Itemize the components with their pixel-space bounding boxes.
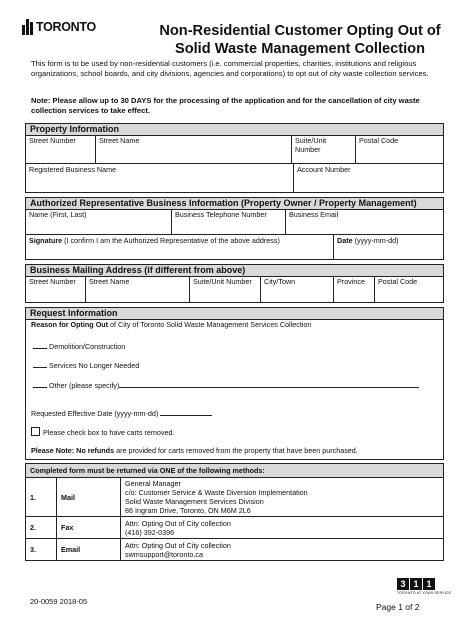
postal-code-field[interactable]: Postal Code [355, 135, 443, 164]
street-number-field[interactable]: Street Number [29, 136, 76, 145]
form-id: 20-0059 2018-05 [30, 597, 88, 606]
section-heading: Request Information [26, 308, 443, 320]
method-row [26, 478, 444, 517]
effective-date-field[interactable]: Requested Effective Date (yyyy-mm-dd) [31, 407, 436, 418]
311-logo: 3 1 1 TORONTO AT YOUR SERVICE [397, 579, 452, 595]
mail-street-number-field[interactable]: Street Number [29, 277, 76, 286]
mail-suite-field[interactable]: Suite/Unit Number [189, 276, 261, 302]
reason-text: Reason for Opting Out of City of Toronto Solid Waste Management Services Collection [31, 320, 312, 329]
form-title: Non-Residential Customer Opting Out of Solid Waste Management Collection [159, 23, 441, 57]
intro-text: This form is to be used by non-residential customers (i.e. commercial properties, charities, institutions and religious organizations, school boards, and city divisions, agencies and corporations) to opt out of city waste collection services. [31, 59, 429, 78]
city-hall-icon [22, 19, 33, 35]
method-row [26, 539, 444, 561]
date-field[interactable]: Date (yyyy-mm-dd) [333, 234, 443, 259]
method-name: Mail [57, 478, 121, 517]
email-link[interactable]: swmsupport@toronto.ca [125, 549, 204, 559]
method-details: Attn: Opting Out of City collection (416) 392-0396 [121, 517, 444, 539]
section-heading: Property Information [26, 124, 443, 136]
mail-province-field[interactable]: Province [333, 276, 375, 302]
method-number: 2. [26, 517, 57, 539]
toronto-logo [22, 19, 96, 35]
method-name: Email [57, 539, 121, 561]
return-methods-table [25, 463, 444, 561]
method-number: 3. [26, 539, 57, 561]
option-other[interactable]: Other (please specify) [33, 379, 438, 390]
method-details: Attn: Opting Out of City collection swmsupport@toronto.ca [121, 539, 444, 561]
method-name: Fax [57, 517, 121, 539]
option-demolition[interactable]: Demolition/Construction [33, 340, 125, 351]
method-number: 1. [26, 478, 57, 517]
request-section [25, 307, 444, 460]
mail-postal-field[interactable]: Postal Code [374, 276, 443, 302]
section-heading: Authorized Representative Business Information (Property Owner / Property Management) [26, 198, 443, 210]
page-number: Page 1 of 2 [376, 602, 420, 612]
remove-carts-checkbox[interactable] [31, 427, 40, 436]
mail-city-field[interactable]: City/Town [260, 276, 334, 302]
logo-text: TORONTO [36, 20, 96, 34]
processing-note: Note: Please allow up to 30 DAYS for the processing of the application and for the cancellation of city waste collection services to take effect. [31, 96, 420, 115]
method-row [26, 517, 444, 539]
representative-section [25, 197, 444, 260]
account-number-field[interactable]: Account Number [293, 163, 443, 192]
name-field[interactable]: Name (First, Last) [29, 210, 87, 219]
street-name-field[interactable]: Street Name [95, 135, 292, 164]
methods-heading: Completed form must be returned via ONE of the following methods: [26, 464, 444, 478]
signature-field[interactable]: Signature (I confirm I am the Authorized Representative of the above address) [26, 234, 334, 259]
mailing-section [25, 264, 444, 303]
business-name-field[interactable]: Registered Business Name [26, 163, 294, 192]
mail-street-name-field[interactable]: Street Name [85, 276, 190, 302]
section-heading: Business Mailing Address (if different from above) [26, 265, 443, 277]
phone-field[interactable]: Business Telephone Number [171, 209, 286, 235]
email-field[interactable]: Business Email [285, 209, 443, 235]
property-section [25, 123, 444, 193]
suite-field[interactable]: Suite/Unit Number [291, 135, 356, 164]
option-no-longer-needed[interactable]: Services No Longer Needed [33, 359, 139, 370]
badge-caption: TORONTO AT YOUR SERVICE [397, 591, 452, 595]
remove-carts-option[interactable]: Please check box to have carts removed. [31, 427, 174, 437]
methods-heading-row [26, 464, 444, 478]
method-details: General Manager c/o: Customer Service & Waste Diversion Implementation Solid Waste Management Services Division 86 Ingram Drive, Toronto, ON M6M 2L6 [121, 478, 444, 517]
refund-note: Please Note: No refunds are provided for carts removed from the property that have been purchased. [31, 446, 358, 455]
